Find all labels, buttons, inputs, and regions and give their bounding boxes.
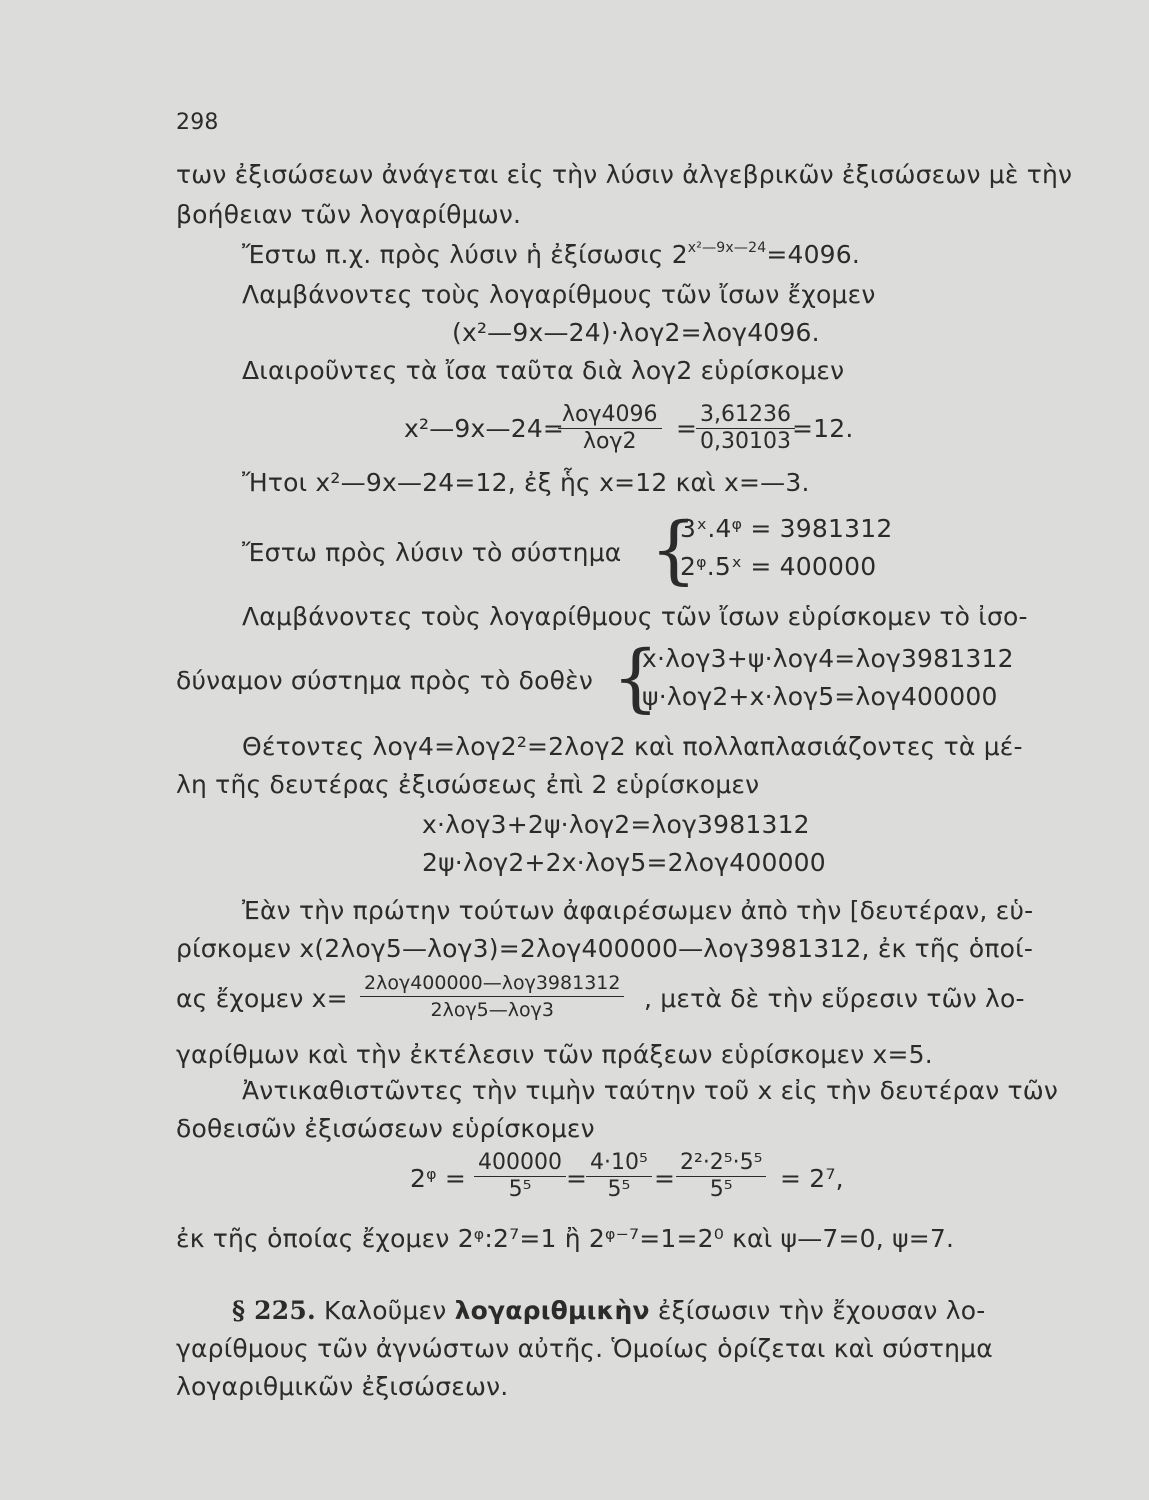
- text-line: Ἐὰν τὴν πρώτην τούτων ἀφαιρέσωμεν ἀπὸ τὴν [δευτέραν, εὑ-: [242, 896, 1034, 925]
- text-line: Διαιροῦντες τὰ ἴσα ταῦτα διὰ λογ2 εὑρίσκομεν: [242, 356, 845, 385]
- text-span: =4096.: [766, 240, 861, 269]
- denominator: 5⁵: [607, 1177, 631, 1202]
- equation-line: x·λογ3+2ψ·λογ2=λογ3981312: [422, 810, 810, 839]
- fraction: [360, 970, 624, 1023]
- fraction: [474, 1150, 566, 1203]
- equation-lhs: ας ἔχομεν x=: [176, 984, 348, 1013]
- equation-end: =12.: [792, 414, 854, 443]
- fraction: [586, 1150, 652, 1203]
- numerator: 4·10⁵: [586, 1150, 652, 1177]
- text-line: γαρίθμους τῶν ἀγνώστων αὐτῆς. Ὁμοίως ὁρίζεται καὶ σύστημα: [176, 1334, 993, 1363]
- denominator: 0,30103: [700, 429, 791, 454]
- text-span: Ἔστω π.χ. πρὸς λύσιν ἡ ἐξίσωσις 2: [242, 240, 688, 269]
- section-number: § 225.: [232, 1296, 316, 1325]
- equation-end: = 2⁷,: [780, 1164, 844, 1193]
- equals-sign: =: [676, 414, 698, 443]
- text-line: λογαριθμικῶν ἐξισώσεων.: [176, 1372, 509, 1401]
- page-number: 298: [176, 110, 219, 135]
- equation-line: 2ψ·λογ2+2x·λογ5=2λογ400000: [422, 848, 826, 877]
- text-line: Ἀντικαθιστῶντες τὴν τιμὴν ταύτην τοῦ x εἰς τὴν δευτέραν τῶν: [242, 1076, 1059, 1105]
- denominator: λογ2: [583, 429, 637, 454]
- text-line: ἐκ τῆς ὁποίας ἔχομεν 2ᵠ:2⁷=1 ἢ 2ᵠ⁻⁷=1=2⁰ καὶ ψ—7=0, ψ=7.: [176, 1224, 955, 1253]
- text-line: βοήθειαν τῶν λογαρίθμων.: [176, 200, 522, 229]
- text-line: δύναμον σύστημα πρὸς τὸ δοθὲν: [176, 666, 593, 695]
- equation-lhs: 2ᵠ =: [410, 1164, 466, 1193]
- text-line: Λαμβάνοντες τοὺς λογαρίθμους τῶν ἴσων ἔχομεν: [242, 280, 876, 309]
- text-line: ρίσκομεν x(2λογ5—λογ3)=2λογ400000—λογ3981312, ἐκ τῆς ὁποί-: [176, 934, 1034, 963]
- text-span: Καλοῦμεν: [315, 1296, 455, 1325]
- numerator: 400000: [474, 1150, 566, 1177]
- system-equation: ψ·λογ2+x·λογ5=λογ400000: [642, 682, 998, 711]
- system-equation: 2ᵠ.5ˣ = 400000: [680, 552, 877, 581]
- text-line: Θέτοντες λογ4=λογ2²=2λογ2 καὶ πολλαπλασιάζοντες τὰ μέ-: [242, 732, 1023, 761]
- equals-sign: =: [654, 1164, 676, 1193]
- fraction: [676, 1150, 766, 1203]
- exponent: x²—9x—24: [687, 240, 767, 256]
- system-equation: x·λογ3+ψ·λογ4=λογ3981312: [642, 644, 1014, 673]
- system-equation: 3ˣ.4ᵠ = 3981312: [680, 514, 893, 543]
- text-line: Λαμβάνοντες τοὺς λογαρίθμους τῶν ἴσων εὑρίσκομεν τὸ ἰσο-: [242, 602, 1028, 631]
- fraction: [696, 402, 795, 455]
- numerator: λογ4096: [558, 402, 662, 429]
- text-line: Ἤτοι x²—9x—24=12, ἐξ ἧς x=12 καὶ x=—3.: [242, 468, 810, 497]
- equation-lhs: x²—9x—24=: [404, 414, 565, 443]
- denominator: 2λογ5—λογ3: [430, 999, 554, 1021]
- text-span: ἐξίσωσιν τὴν ἔχουσαν λο-: [649, 1296, 986, 1325]
- text-line: δοθεισῶν ἐξισώσεων εὑρίσκομεν: [176, 1114, 595, 1143]
- numerator: 2²·2⁵·5⁵: [676, 1150, 766, 1177]
- equation-line: [242, 240, 860, 274]
- denominator: 5⁵: [508, 1177, 532, 1202]
- left-brace: {: [612, 635, 660, 721]
- text-line: των ἐξισώσεων ἀνάγεται εἰς τὴν λύσιν ἀλγεβρικῶν ἐξισώσεων μὲ τὴν: [176, 160, 1073, 189]
- fraction: [558, 402, 662, 455]
- section-paragraph-line: [232, 1296, 985, 1326]
- text-line: , μετὰ δὲ τὴν εὕρεσιν τῶν λο-: [644, 984, 1025, 1013]
- numerator: 3,61236: [696, 402, 795, 429]
- text-line: γαρίθμων καὶ τὴν ἐκτέλεσιν τῶν πράξεων εὑρίσκομεν x=5.: [176, 1040, 933, 1069]
- text-line: λη τῆς δευτέρας ἐξισώσεως ἐπὶ 2 εὑρίσκομεν: [176, 770, 760, 799]
- equals-sign: =: [566, 1164, 588, 1193]
- bold-term: λογαριθμικὴν: [454, 1296, 650, 1325]
- denominator: 5⁵: [709, 1177, 733, 1202]
- left-brace: {: [650, 507, 698, 593]
- equation-line: (x²—9x—24)·λογ2=λογ4096.: [452, 318, 820, 347]
- text-line: Ἔστω πρὸς λύσιν τὸ σύστημα: [242, 538, 622, 567]
- numerator: 2λογ400000—λογ3981312: [360, 970, 624, 997]
